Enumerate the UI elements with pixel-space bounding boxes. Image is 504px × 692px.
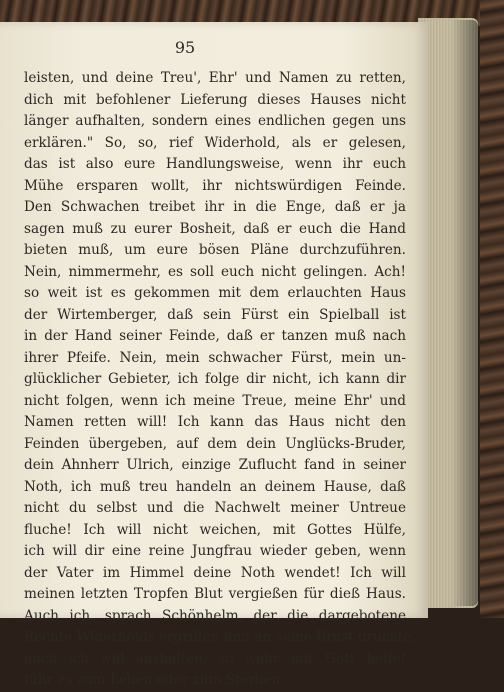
text-line: Auch ich, sprach Schönhelm, der die dargebotene — [24, 607, 406, 624]
text-line: leisten, und deine Treu', Ehr' und Namen zu retten, — [24, 70, 406, 86]
text-line: der Vater im Himmel deine Noth wendet! Ich will — [24, 564, 406, 581]
text-line: Den Schwachen treibet ihr in die Enge, daß er ja — [24, 199, 406, 215]
book-page — [0, 22, 428, 688]
text-line: Noth, ich muß treu handeln an deinem Hause, daß — [24, 478, 406, 495]
text-line: nicht du selbst und die Nachwelt meiner Untreue — [24, 500, 406, 516]
text-line: ihrer Pfeife. Nein, mein schwacher Fürst, mein un- — [24, 349, 406, 366]
text-line: auch ich will aushalten, so wahr mir Gott helfe! — [24, 650, 406, 667]
text-line: dein Ahnherr Ulrich, einzige Zuflucht fand in seiner — [24, 457, 406, 473]
text-line: länger aufhalten, sondern eines endlichen gegen uns — [24, 113, 406, 129]
text-line: ich will dir eine reine Jungfrau wieder geben, wenn — [24, 543, 406, 559]
text-line: sagen muß zu eurer Bosheit, daß er euch die Hand — [24, 220, 406, 237]
book-cover-right — [480, 0, 504, 618]
text-line: fluche! Ich will nicht weichen, mit Gottes Hülfe, — [24, 521, 406, 538]
text-line: nicht folgen, wenn ich meine Treue, meine Ehr' und — [24, 392, 406, 409]
text-line: Rechte Widerholds ergriffen und an seine Brust drückte, — [24, 629, 416, 645]
text-line: glücklicher Gebieter, ich folge dir nicht, ich kann dir — [24, 371, 406, 387]
page-number: 95 — [174, 38, 196, 57]
text-line: bieten muß, um eure bösen Pläne durchzuführen. — [24, 242, 406, 258]
text-line: das ist also eure Handlungsweise, wenn ihr euch — [24, 156, 406, 172]
text-line: so weit ist es gekommen mit dem erlauchten Haus — [24, 285, 406, 301]
text-line-last: führ es zum Leben oder zum Sterben. — [24, 672, 285, 688]
text-line: Nein, nimmermehr, es soll euch nicht gelingen. Ach! — [24, 263, 406, 280]
text-line: der Wirtemberger, daß sein Fürst ein Spielball ist — [24, 306, 406, 323]
text-line: Mühe ersparen wollt, ihr nichtswürdigen Feinde. — [24, 177, 406, 194]
text-line: Feinden übergeben, auf dem dein Unglücks-Bruder, — [24, 435, 406, 452]
text-line: in der Hand seiner Feinde, daß er tanzen muß nach — [24, 328, 406, 344]
page-edges-shadow — [452, 20, 478, 606]
text-line: dich mit befohlener Lieferung dieses Hauses nicht — [24, 91, 406, 108]
text-line: erklären." So, so, rief Widerhold, als er gelesen, — [24, 134, 406, 151]
body-text — [24, 68, 416, 692]
text-line: Namen retten will! Ich kann das Haus nicht den — [24, 414, 406, 430]
text-line: meinen letzten Tropfen Blut vergießen für dieß Haus. — [24, 586, 406, 602]
